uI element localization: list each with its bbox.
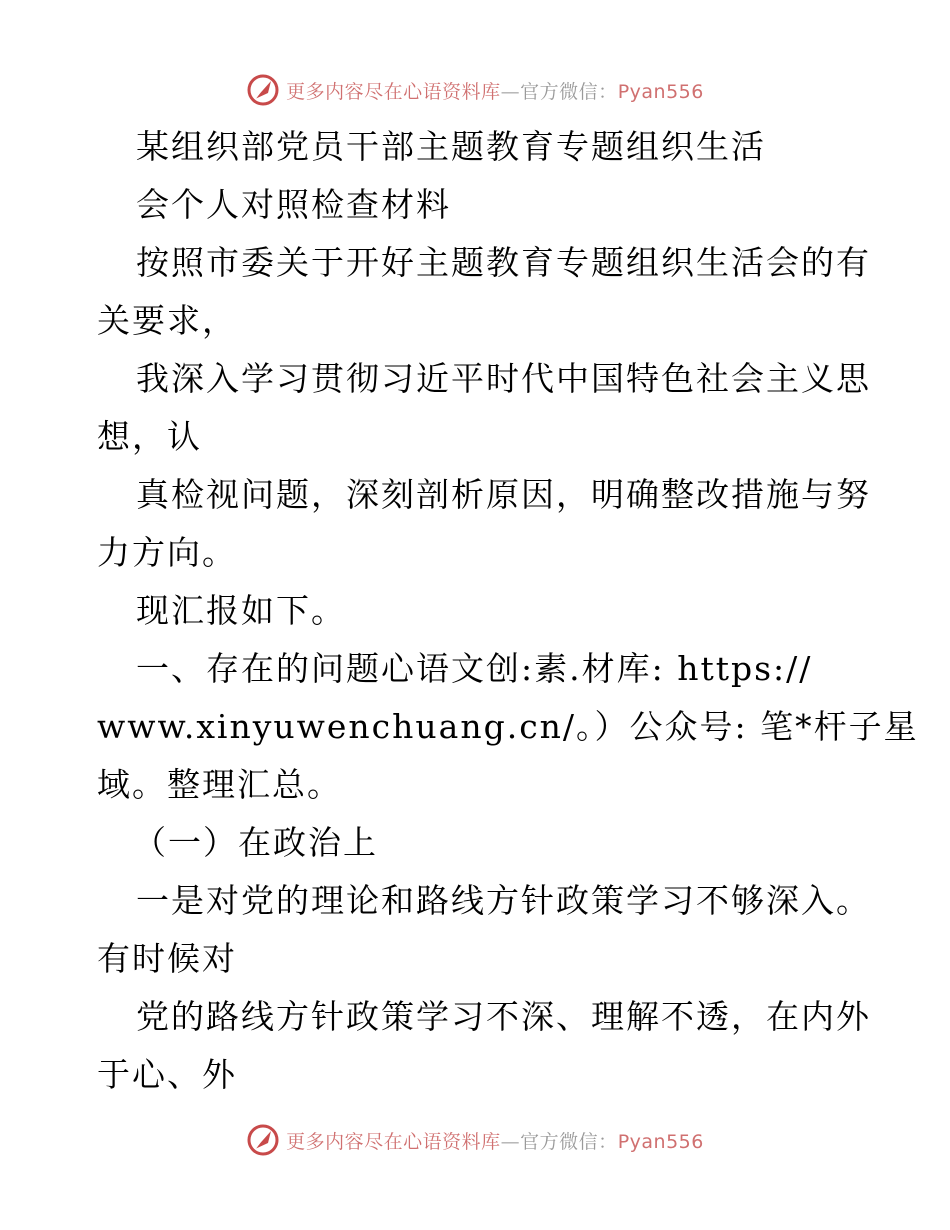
paragraph-line: 现汇报如下。: [136, 591, 346, 630]
watermark-text: 更多内容尽在心语资料库—官方微信：Pyan556: [286, 80, 704, 103]
paragraph-line: 按照市委关于开好主题教育专题组织生活会的有: [136, 243, 871, 282]
paragraph-line: 域。整理汇总。: [97, 765, 342, 804]
watermark-banner-bottom: [0, 1118, 950, 1162]
paragraph-line: 关要求，: [97, 301, 237, 340]
paragraph-line: 党的路线方针政策学习不深、理解不透，在内外: [136, 997, 871, 1036]
section-heading-line: 一、存在的问题心语文创:素.材库: https://: [136, 649, 813, 688]
paragraph-line: 一是对党的理论和路线方针政策学习不够深入。: [136, 881, 871, 920]
feather-pen-logo-icon: [246, 1123, 280, 1157]
paragraph-line: 想，认: [97, 417, 202, 456]
paragraph-line: 于心、外: [97, 1055, 237, 1094]
paragraph-line: 有时候对: [97, 939, 237, 978]
watermark-banner-top: [0, 68, 950, 112]
paragraph-line: 真检视问题，深刻剖析原因，明确整改措施与努: [136, 475, 871, 514]
paragraph-line: www.xinyuwenchuang.cn/。）公众号: 笔*杆子星: [97, 707, 919, 746]
paragraph-line: 力方向。: [97, 533, 237, 572]
watermark-text: 更多内容尽在心语资料库—官方微信：Pyan556: [286, 1130, 704, 1153]
subsection-heading-line: （一）在政治上: [133, 823, 378, 862]
feather-pen-logo-icon: [246, 73, 280, 107]
paragraph-line: 我深入学习贯彻习近平时代中国特色社会主义思: [136, 359, 871, 398]
document-title-line-2: 会个人对照检查材料: [136, 185, 451, 224]
document-body: [97, 118, 919, 1104]
document-title-line-1: 某组织部党员干部主题教育专题组织生活: [136, 127, 766, 166]
